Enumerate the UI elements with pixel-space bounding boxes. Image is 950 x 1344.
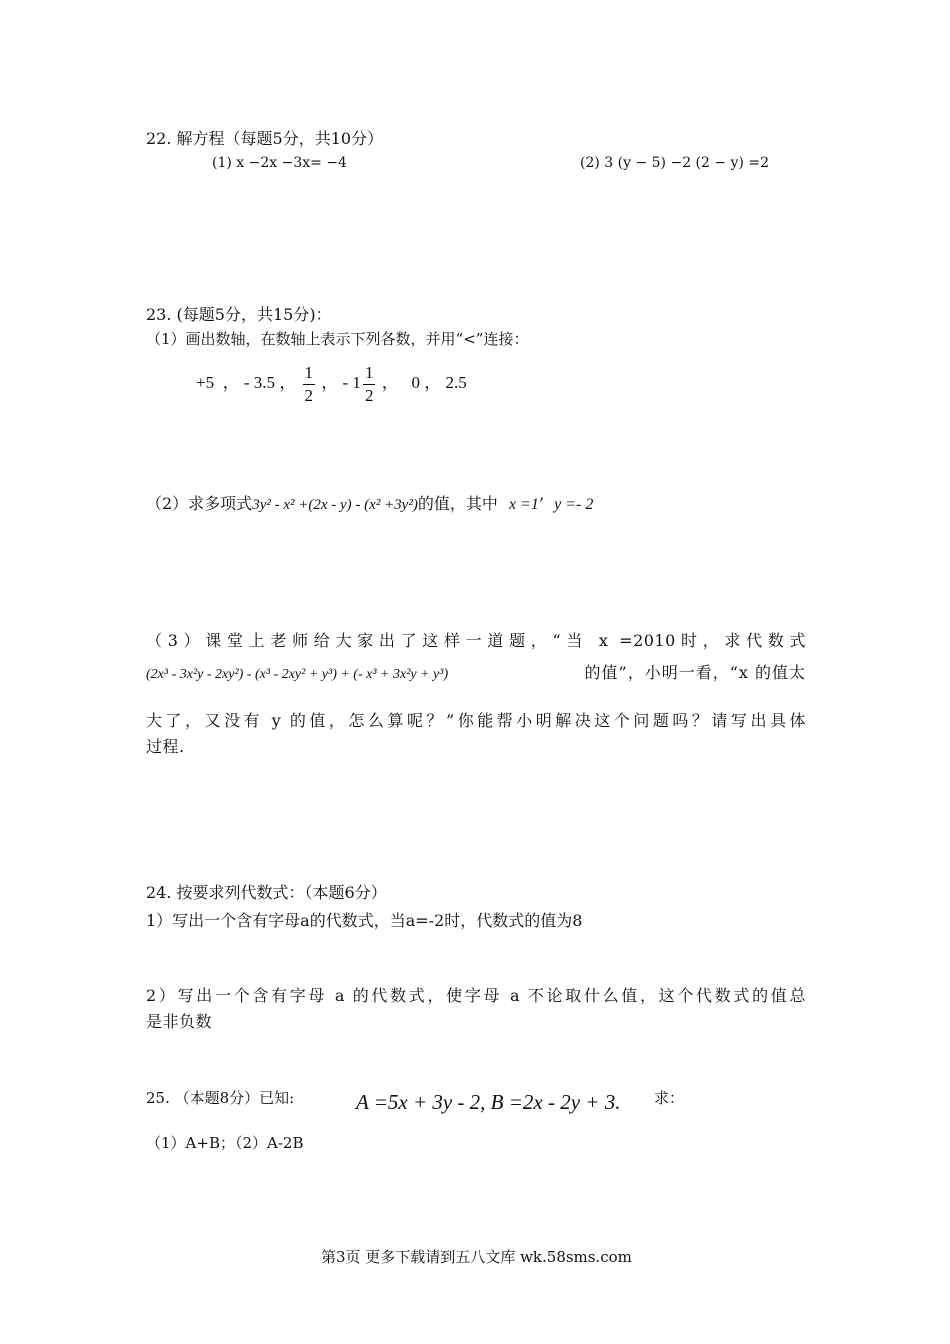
q23-part2-cond-x: x =1	[508, 496, 539, 513]
number-plus-5: +5	[196, 373, 215, 392]
q25-formula: A =5x + 3y - 2, B =2x - 2y + 3.	[356, 1090, 621, 1114]
q22-equation-2: (2) 3 (y − 5) −2 (2 − y) =2	[580, 155, 770, 171]
q24-item-2-line2: 是非负数	[146, 1012, 213, 1031]
q24-item-1: 1）写出一个含有字母a的代数式，当a=-2时，代数式的值为8	[146, 911, 583, 930]
q24-title: 24. 按要求列代数式：（本题6分）	[146, 883, 387, 902]
q23-title: 23. (每题5分，共15分)：	[146, 305, 332, 324]
q23-part3-expression: (2x³ - 3x²y - 2xy²) - (x³ - 2xy² + y³) + (- x³ + 3x²y + y³)	[146, 667, 449, 682]
q23-part2: （2）求多项式3y² - x² +(2x - y) - (x² +3y²)的值，其中 x =1’ y =- 2	[146, 494, 594, 513]
q23-part3-line3: 大了，又没有 y 的值，怎么算呢？”你能帮小明解决这个问题吗？请写出具体	[146, 711, 806, 730]
q23-part3-line1: （3）课堂上老师给大家出了这样一道题，“当 x =2010时，求代数式	[146, 631, 806, 650]
q23-part2-cond-y: y =- 2	[554, 496, 594, 513]
q25-title: 25. （本题8分）已知:	[146, 1089, 295, 1107]
q23-part1-text: （1）画出数轴，在数轴上表示下列各数，并用“<”连接：	[146, 330, 529, 348]
number-2-5: 2.5	[445, 373, 467, 392]
page-footer: 第3页 更多下载请到五八文库 wk.58sms.com	[321, 1248, 632, 1266]
q23-part2-expression: 3y² - x² +(2x - y) - (x² +3y²)	[252, 497, 418, 513]
mixed-numerator: 1	[363, 362, 376, 385]
mixed-whole: - 1	[342, 373, 361, 392]
mixed-fraction	[363, 362, 376, 407]
fraction-numerator: 1	[303, 362, 316, 385]
q24-item-2-line1: 2）写出一个含有字母 a 的代数式，使字母 a 不论取什么值，这个代数式的值总	[146, 986, 806, 1005]
q23-part3-line2	[146, 657, 806, 691]
q22-equation-1: (1) x −2x −3x= −4	[212, 155, 347, 171]
mixed-denominator: 2	[364, 385, 374, 405]
q23-part2-prefix: （2）求多项式	[146, 494, 253, 513]
fraction-one-half	[303, 362, 316, 407]
q23-part3-line4: 过程.	[146, 737, 185, 756]
fraction-denominator: 2	[304, 385, 314, 405]
q25-parts: （1）A+B；（2）A-2B	[146, 1134, 304, 1152]
number-zero: 0	[411, 373, 420, 392]
q23-number-list: +5 ， - 3.5 ， $\frac{1}{2}$ ， - 1 $\frac{1}{2}$ ， 0 ， 2.5	[196, 362, 467, 405]
q23-part2-suffix: 的值，其中	[417, 494, 498, 513]
q25-suffix: 求：	[654, 1089, 685, 1107]
q22-title: 22. 解方程（每题5分，共10分）	[146, 129, 384, 148]
q23-part3-line2-tail: 的值”，小明一看，“x 的值太	[584, 663, 806, 682]
number-minus-3-5: - 3.5	[243, 373, 276, 392]
